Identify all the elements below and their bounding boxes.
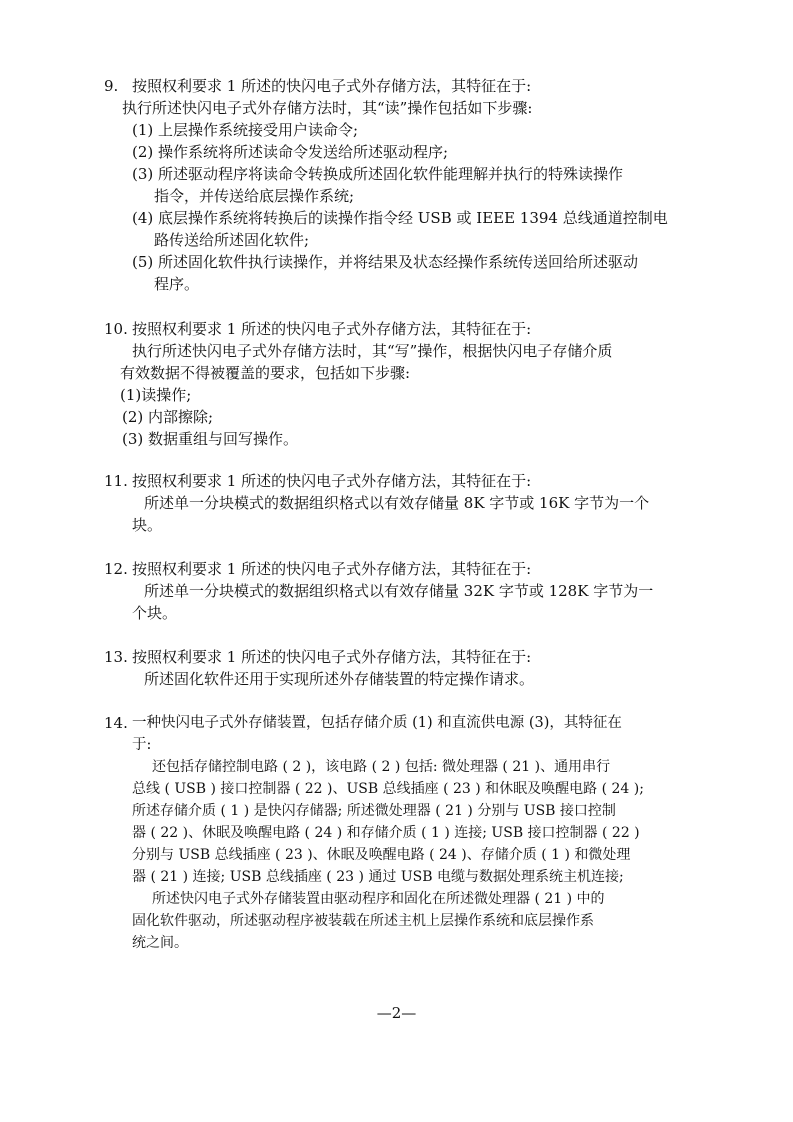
claim-step-continued: 程序。 bbox=[154, 275, 200, 293]
claim-step: (1) 上层操作系统接受用户读命令; bbox=[132, 121, 359, 139]
claim-text: 一种快闪电子式外存储装置，包括存储介质 (1) 和直流供电源 (3)，其特征在 bbox=[132, 715, 622, 731]
claim-number: 14. bbox=[104, 714, 128, 732]
claim-step-continued: 路传送给所述固化软件; bbox=[154, 231, 310, 249]
claim-9 bbox=[104, 75, 704, 295]
claim-text: 所述单一分块模式的数据组织格式以有效存储量 32K 字节或 128K 字节为一 bbox=[144, 582, 654, 600]
claim-step: (4) 底层操作系统将转换后的读操作指令经 USB 或 IEEE 1394 总线通道控制电 bbox=[132, 209, 668, 227]
claim-number: 11. bbox=[104, 472, 128, 490]
claim-intro: 按照权利要求 1 所述的快闪电子式外存储方法，其特征在于: bbox=[132, 560, 532, 578]
claim-number: 13. bbox=[104, 648, 128, 666]
claim-14 bbox=[104, 712, 704, 954]
claim-text: 所述单一分块模式的数据组织格式以有效存储量 8K 字节或 16K 字节为一个 bbox=[144, 494, 650, 512]
claim-13 bbox=[104, 646, 704, 690]
claim-text: 于: bbox=[132, 737, 152, 753]
claim-number: 10. bbox=[104, 320, 128, 338]
claim-text: 统之间。 bbox=[132, 935, 188, 951]
claim-step: (3) 数据重组与回写操作。 bbox=[122, 430, 299, 448]
claim-text: 还包括存储控制电路 ( 2 )，该电路 ( 2 ) 包括: 微处理器 ( 21 )、通用串行 bbox=[152, 759, 611, 775]
claim-text: 所述存储介质 ( 1 ) 是快闪存储器; 所述微处理器 ( 21 ) 分别与 USB 接口控制 bbox=[132, 803, 616, 819]
claim-10 bbox=[104, 318, 704, 450]
claim-text: 个块。 bbox=[132, 604, 178, 622]
claim-intro: 按照权利要求 1 所述的快闪电子式外存储方法，其特征在于: bbox=[132, 77, 532, 95]
claim-12 bbox=[104, 558, 704, 624]
claim-intro: 按照权利要求 1 所述的快闪电子式外存储方法，其特征在于: bbox=[132, 648, 532, 666]
claim-intro: 按照权利要求 1 所述的快闪电子式外存储方法，其特征在于: bbox=[132, 320, 532, 338]
claim-number: 9. bbox=[104, 77, 119, 95]
claim-step-continued: 指令，并传送给底层操作系统; bbox=[154, 187, 355, 205]
claim-text: 器 ( 22 )、休眠及唤醒电路 ( 24 ) 和存储介质 ( 1 ) 连接; USB 接口控制器 ( 22 ) bbox=[132, 825, 640, 841]
claim-step: (5) 所述固化软件执行读操作，并将结果及状态经操作系统传送回给所述驱动 bbox=[132, 253, 639, 271]
claim-lead: 执行所述快闪电子式外存储方法时，其“写”操作，根据快闪电子存储介质 bbox=[132, 342, 613, 360]
claim-text: 分别与 USB 总线插座 ( 23 )、休眠及唤醒电路 ( 24 )、存储介质 ( 1 ) 和微处理 bbox=[132, 847, 631, 863]
claim-11 bbox=[104, 470, 704, 536]
claim-text: 所述快闪电子式外存储装置由驱动程序和固化在所述微处理器 ( 21 ) 中的 bbox=[152, 891, 605, 907]
claim-text: 总线 ( USB ) 接口控制器 ( 22 )、USB 总线插座 ( 23 ) 和休眠及唤醒电路 ( 24 ); bbox=[132, 781, 644, 797]
claim-text: 所述固化软件还用于实现所述外存储装置的特定操作请求。 bbox=[144, 670, 535, 688]
claim-text: 块。 bbox=[132, 516, 163, 534]
page-number: —2— bbox=[376, 1004, 417, 1022]
claim-lead: 执行所述快闪电子式外存储方法时，其“读”操作包括如下步骤: bbox=[122, 99, 533, 117]
claim-step: (2) 操作系统将所述读命令发送给所述驱动程序; bbox=[132, 143, 449, 161]
claim-lead: 有效数据不得被覆盖的要求，包括如下步骤: bbox=[120, 364, 411, 382]
claim-step: (2) 内部擦除; bbox=[122, 408, 214, 426]
claim-step: (1)读操作; bbox=[120, 386, 192, 404]
claim-text: 固化软件驱动，所述驱动程序被装载在所述主机上层操作系统和底层操作系 bbox=[132, 913, 594, 929]
claim-number: 12. bbox=[104, 560, 128, 578]
claim-step: (3) 所述驱动程序将读命令转换成所述固化软件能理解并执行的特殊读操作 bbox=[132, 165, 624, 183]
claim-intro: 按照权利要求 1 所述的快闪电子式外存储方法，其特征在于: bbox=[132, 472, 532, 490]
claim-text: 器 ( 21 ) 连接; USB 总线插座 ( 23 ) 通过 USB 电缆与数据处理系统主机连接; bbox=[132, 869, 624, 885]
